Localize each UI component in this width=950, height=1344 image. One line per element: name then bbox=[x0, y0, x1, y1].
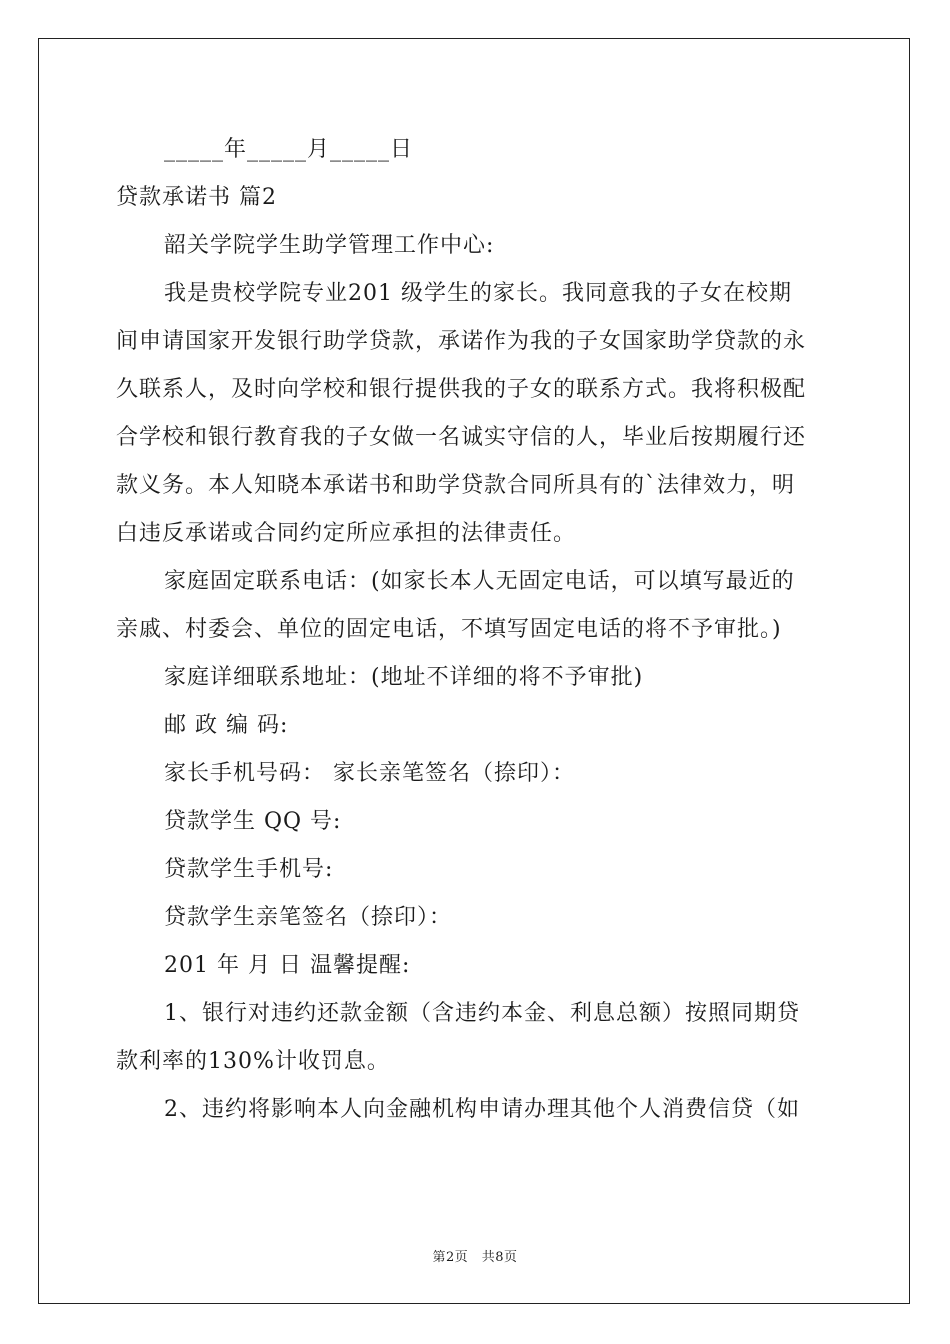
reminder-item-line: 2、违约将影响本人向金融机构申请办理其他个人消费信贷（如 bbox=[164, 1097, 800, 1122]
parent-mobile-field-line: 家长手机号码： 家长亲笔签名（捺印）： bbox=[164, 761, 575, 786]
reminder-item-line: 款利率的130%计收罚息。 bbox=[116, 1049, 390, 1074]
paragraph-line: 合学校和银行教育我的子女做一名诚实守信的人，毕业后按期履行还 bbox=[116, 425, 807, 450]
phone-field-line: 家庭固定联系电话：(如家长本人无固定电话，可以填写最近的 bbox=[164, 569, 795, 594]
paragraph-line: 款义务。本人知晓本承诺书和助学贷款合同所具有的`法律效力，明 bbox=[116, 473, 796, 498]
paragraph-line: 我是贵校学院专业201 级学生的家长。我同意我的子女在校期 bbox=[164, 281, 792, 306]
phone-field-line: 亲戚、村委会、单位的固定电话，不填写固定电话的将不予审批。) bbox=[116, 617, 782, 642]
student-signature-field-line: 贷款学生亲笔签名（捺印）： bbox=[164, 905, 453, 930]
student-mobile-field-line: 贷款学生手机号: bbox=[164, 857, 334, 882]
student-qq-field-line: 贷款学生 QQ 号: bbox=[164, 809, 342, 834]
address-field-line: 家庭详细联系地址：(地址不详细的将不予审批) bbox=[164, 665, 644, 690]
page-footer: 第2页 共8页 bbox=[432, 1250, 518, 1265]
reminder-item-line: 1、银行对违约还款金额（含违约本金、利息总额）按照同期贷 bbox=[164, 1001, 800, 1026]
document-body bbox=[116, 126, 838, 1134]
section-title: 贷款承诺书 篇2 bbox=[116, 185, 277, 210]
date-reminder-line: 201 年 月 日 温馨提醒: bbox=[164, 953, 411, 978]
postcode-field-line: 邮 政 编 码: bbox=[164, 713, 289, 738]
paragraph-line: 久联系人，及时向学校和银行提供我的子女的联系方式。我将积极配 bbox=[116, 377, 807, 402]
paragraph-line: 间申请国家开发银行助学贷款，承诺作为我的子女国家助学贷款的永 bbox=[116, 329, 807, 354]
salutation: 韶关学院学生助学管理工作中心: bbox=[164, 233, 495, 258]
paragraph-line: 白违反承诺或合同约定所应承担的法律责任。 bbox=[116, 521, 577, 546]
date-line: _____年_____月_____日 bbox=[164, 137, 414, 162]
